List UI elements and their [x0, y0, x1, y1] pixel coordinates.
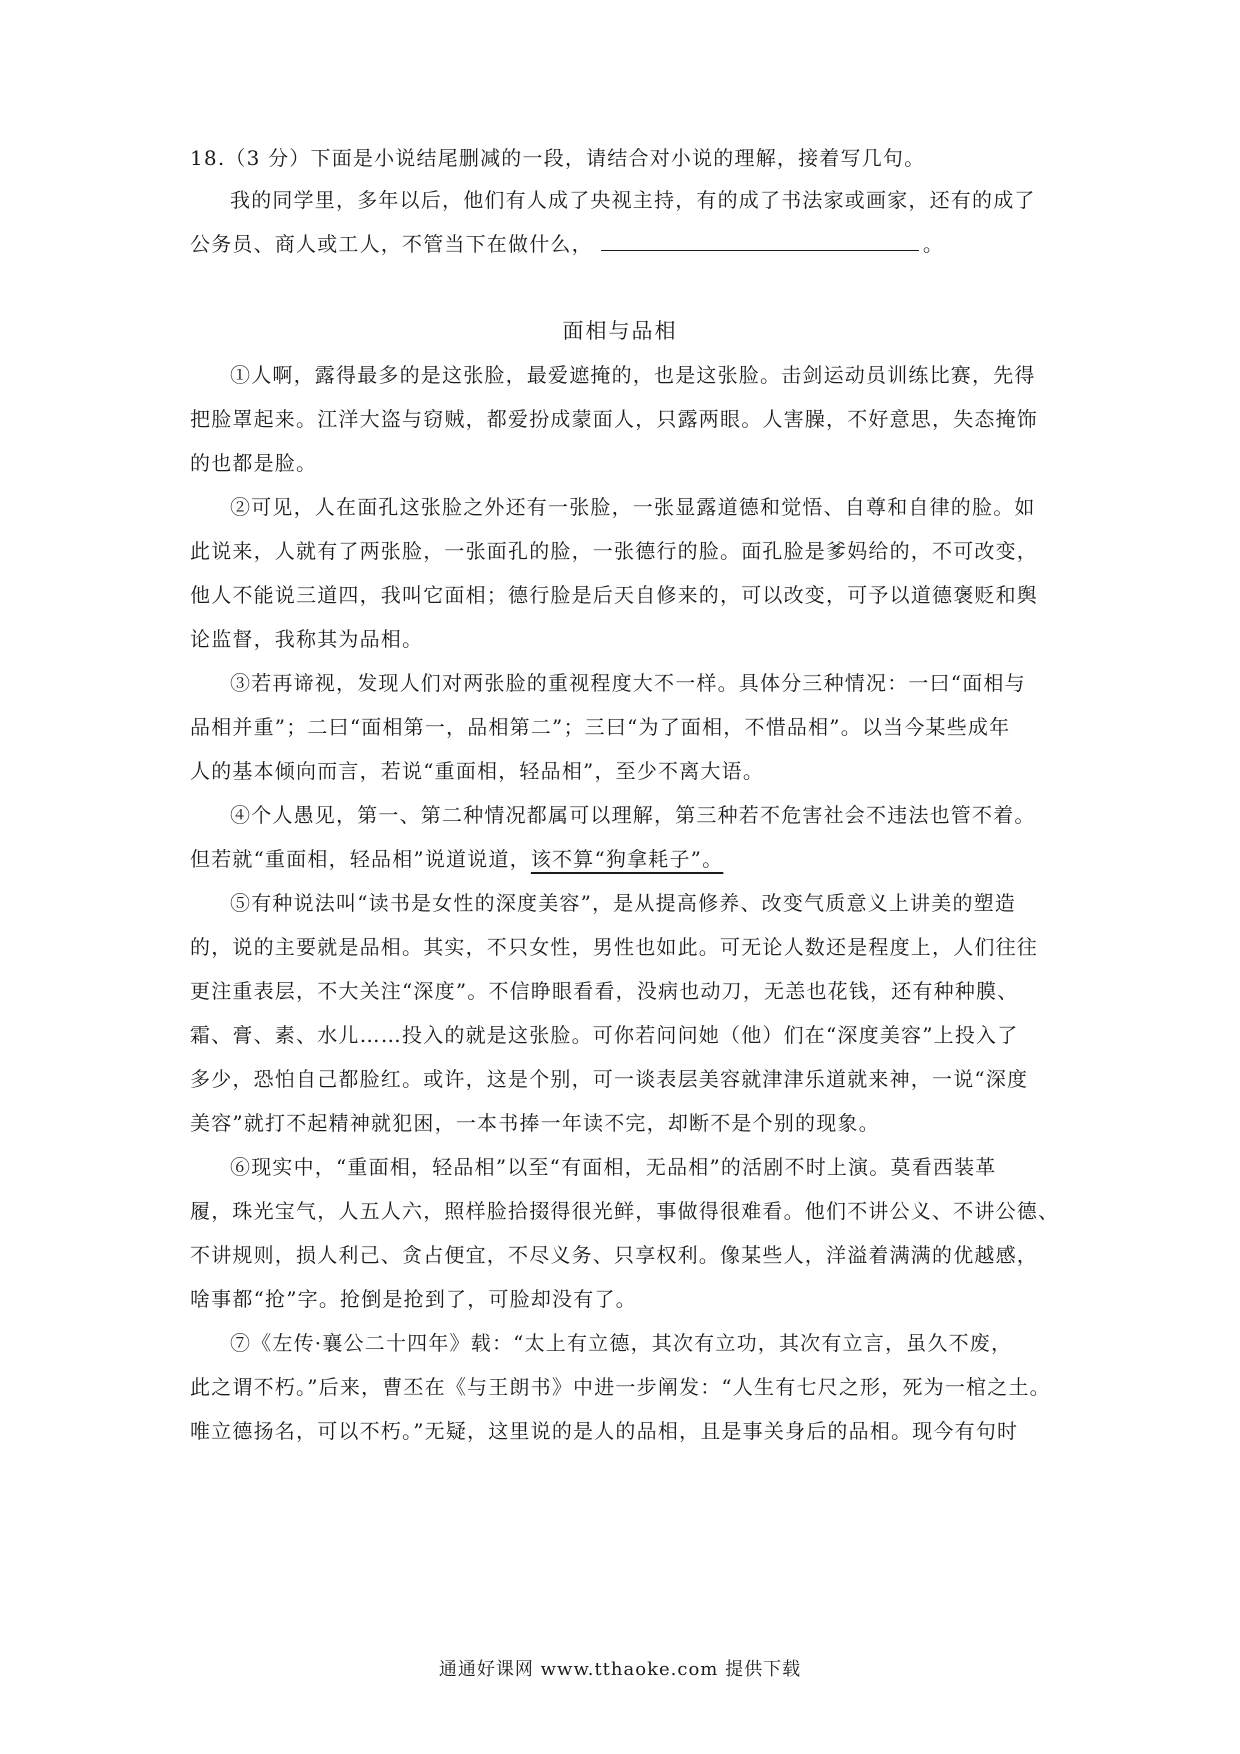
paragraph-line: 履，珠光宝气，人五人六，照样脸拾掇得很光鲜，事做得很难看。他们不讲公义、不讲公德、	[190, 1199, 1060, 1223]
paragraph-line: ①人啊，露得最多的是这张脸，最爱遮掩的，也是这张脸。击剑运动员训练比赛，先得	[230, 363, 1036, 387]
paragraph-line	[190, 844, 1060, 874]
footer-credit: 通通好课网 www.tthaoke.com 提供下载	[438, 1659, 802, 1680]
underlined-sentence: 该不算“狗拿耗子”。	[530, 847, 724, 871]
paragraph-line: 不讲规则，损人利己、贪占便宜，不尽义务、只享权利。像某些人，洋溢着满满的优越感，	[190, 1243, 1038, 1267]
paragraph-line: ④个人愚见，第一、第二种情况都属可以理解，第三种若不危害社会不违法也管不着。	[230, 803, 1036, 827]
paragraph-line: ⑤有种说法叫“读书是女性的深度美容”，是从提高修养、改变气质意义上讲美的塑造	[230, 891, 1017, 915]
article-title: 面相与品相	[562, 319, 678, 343]
paragraph-line: 的，说的主要就是品相。其实，不只女性，男性也如此。可无论人数还是程度上，人们往往	[190, 935, 1038, 959]
paragraph-line: 论监督，我称其为品相。	[190, 627, 424, 651]
paragraph-line: 啥事都“抢”字。抢倒是抢到了，可脸却没有了。	[190, 1287, 637, 1311]
paragraph-line: ⑦《左传·襄公二十四年》载：“太上有立德，其次有立功，其次有立言，虽久不废，	[230, 1331, 1013, 1355]
paragraph-line: 此说来，人就有了两张脸，一张面孔的脸，一张德行的脸。面孔脸是爹妈给的，不可改变，	[190, 539, 1038, 563]
question-passage-line: 我的同学里，多年以后，他们有人成了央视主持，有的成了书法家或画家，还有的成了	[230, 188, 1036, 212]
paragraph-line: 他人不能说三道四，我叫它面相；德行脸是后天自修来的，可以改变，可予以道德褒贬和舆	[190, 583, 1038, 607]
paragraph-line: ③若再谛视，发现人们对两张脸的重视程度大不一样。具体分三种情况：一曰“面相与	[230, 671, 1026, 695]
paragraph-line: 的也都是脸。	[190, 451, 318, 475]
paragraph-line: 人的基本倾向而言，若说“重面相，轻品相”，至少不离大语。	[190, 759, 765, 783]
paragraph-line: 唯立德扬名，可以不朽。”无疑，这里说的是人的品相，且是事关身后的品相。现今有句时	[190, 1419, 1019, 1443]
question-passage-text: 公务员、商人或工人，不管当下在做什么，	[190, 232, 593, 256]
paragraph-line: 此之谓不朽。”后来，曹丕在《与王朗书》中进一步阐发：“人生有七尺之形，死为一棺之土。	[190, 1375, 1051, 1399]
answer-blank[interactable]	[601, 232, 919, 251]
paragraph-line: 更注重表层，不大关注“深度”。不信睁眼看看，没病也动刀，无恙也花钱，还有种种膜、	[190, 979, 1019, 1003]
question-passage-line	[190, 229, 1060, 259]
paragraph-line: ⑥现实中，“重面相，轻品相”以至“有面相，无品相”的活剧不时上演。莫看西装革	[230, 1155, 997, 1179]
question-prompt: 18.（3 分）下面是小说结尾删减的一段，请结合对小说的理解，接着写几句。	[190, 146, 926, 170]
paragraph-line: 把脸罩起来。江洋大盗与窃贼，都爱扮成蒙面人，只露两眼。人害臊，不好意思，失态掩饰	[190, 407, 1038, 431]
paragraph-text: 但若就“重面相，轻品相”说道说道，	[190, 847, 531, 871]
question-passage-end: 。	[922, 232, 945, 256]
paragraph-line: 美容”就打不起精神就犯困，一本书捧一年读不完，却断不是个别的现象。	[190, 1111, 880, 1135]
paragraph-line: 品相并重”；二曰“面相第一，品相第二”；三曰“为了面相，不惜品相”。以当今某些成年	[190, 715, 1011, 739]
paragraph-line: 多少，恐怕自己都脸红。或许，这是个别，可一谈表层美容就津津乐道就来神，一说“深度	[190, 1067, 1029, 1091]
paragraph-line: 霜、膏、素、水儿……投入的就是这张脸。可你若问问她（他）们在“深度美容”上投入了	[190, 1023, 1019, 1047]
paragraph-line: ②可见，人在面孔这张脸之外还有一张脸，一张显露道德和觉悟、自尊和自律的脸。如	[230, 495, 1036, 519]
